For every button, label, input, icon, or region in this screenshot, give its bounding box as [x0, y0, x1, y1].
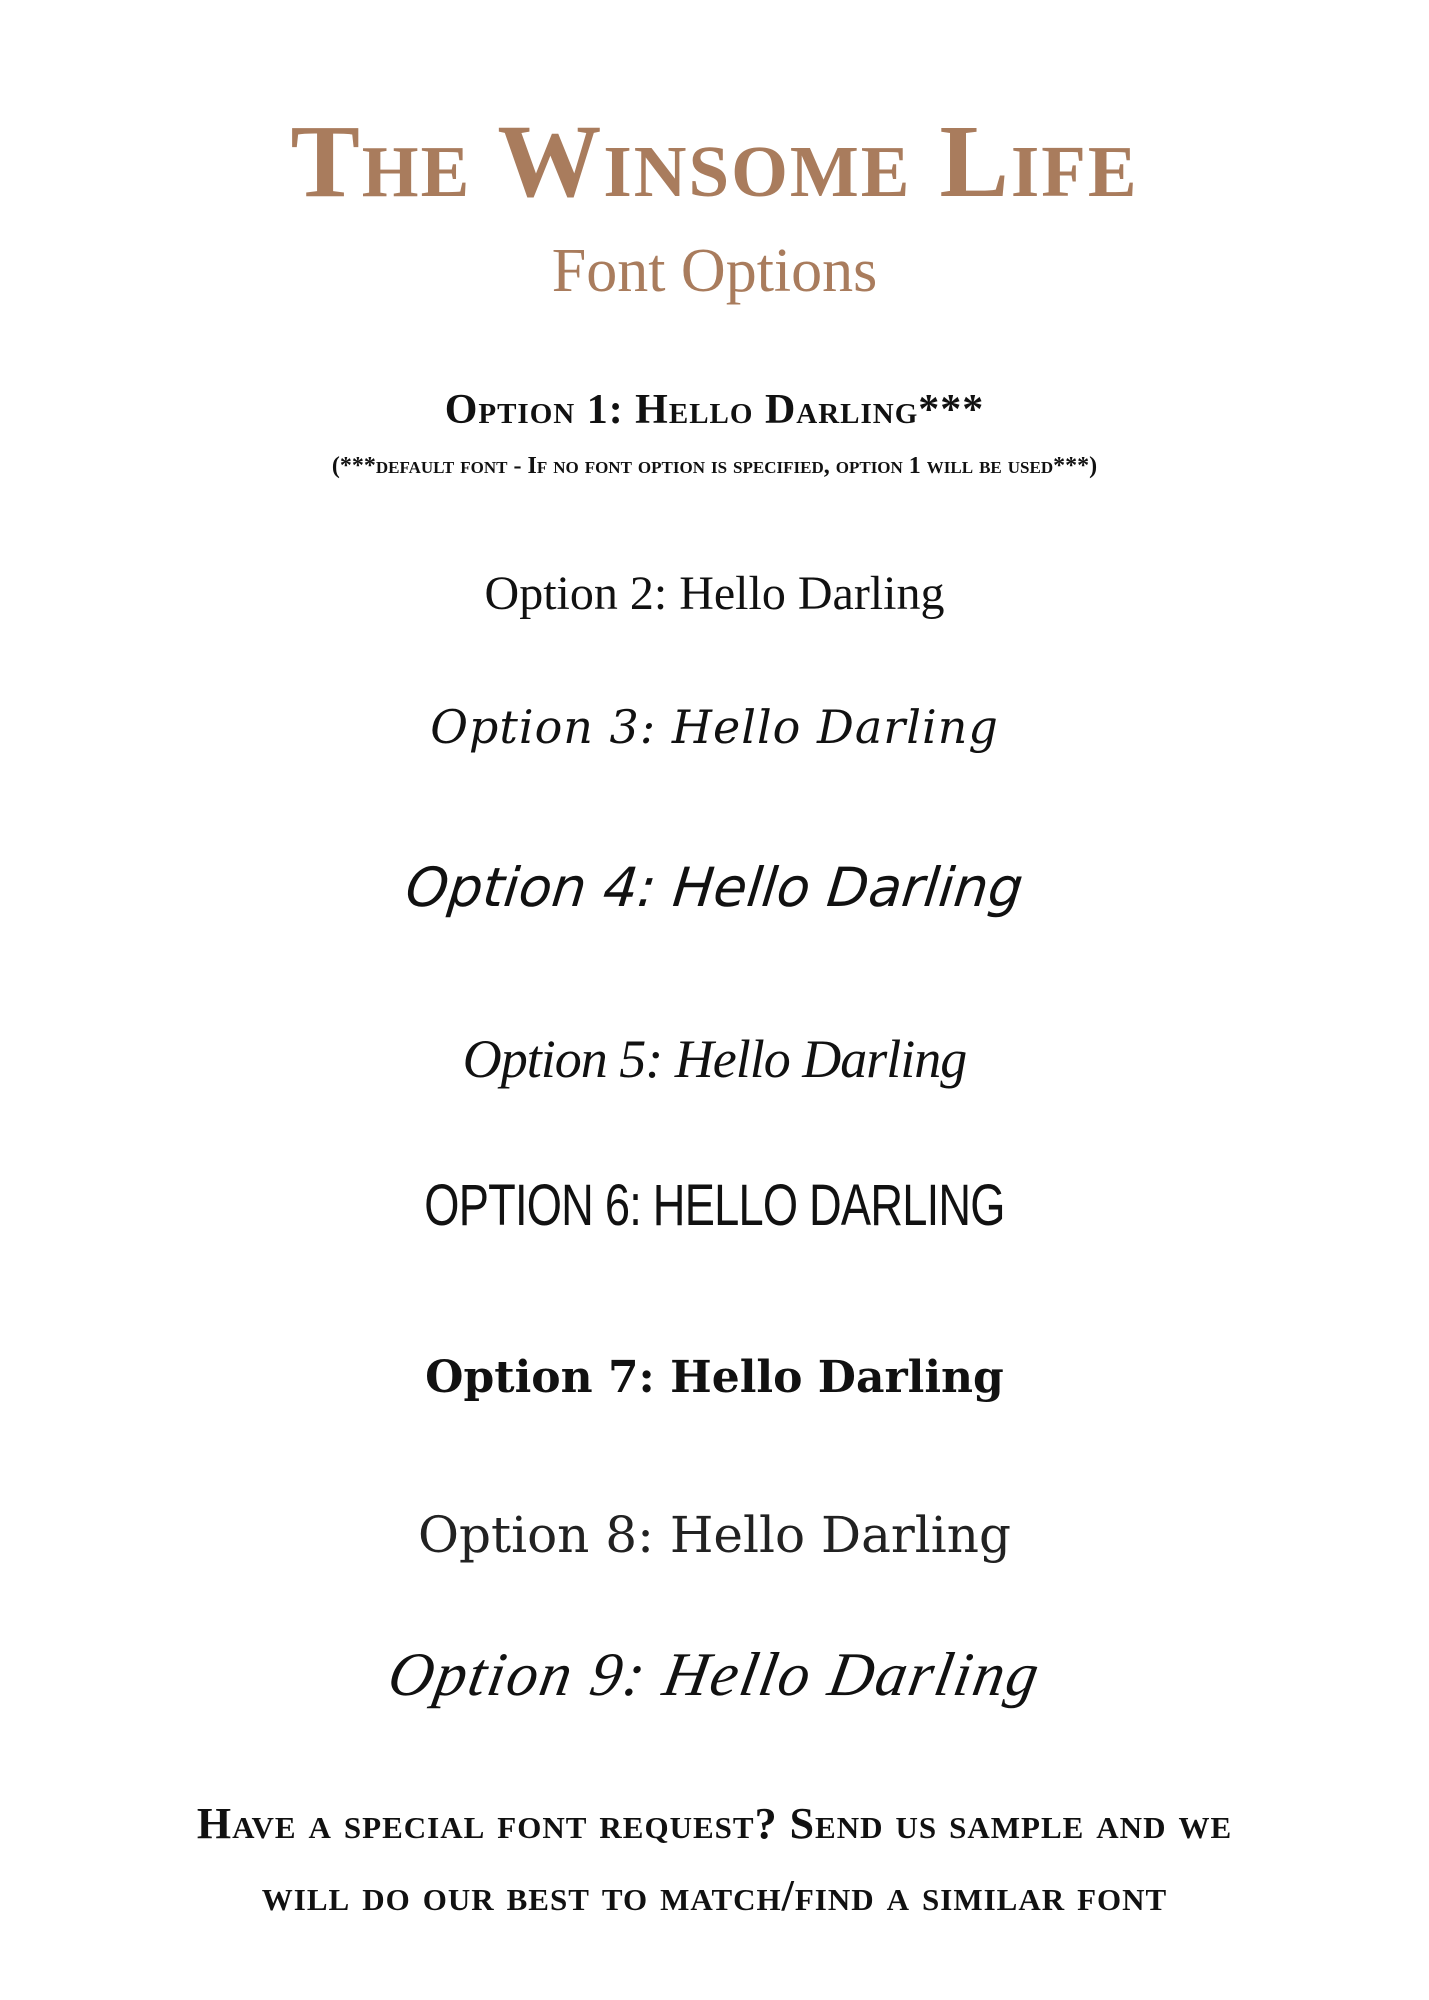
font-option-8: Option 8: Hello Darling [418, 1506, 1011, 1564]
font-option-2: Option 2: Hello Darling [484, 567, 945, 620]
font-option-4: Option 4: Hello Darling [402, 856, 1027, 919]
font-option-7: Option 7: Hello Darling [425, 1352, 1004, 1403]
font-option-6: OPTION 6: HELLO DARLING [424, 1173, 1005, 1238]
font-option-1: Option 1: Hello Darling*** [444, 387, 985, 433]
default-font-note: (***default font - If no font option is specified, option 1 will be used***) [331, 453, 1098, 479]
page-subtitle: Font Options [551, 237, 878, 305]
font-option-9: Option 9: Hello Darling [383, 1641, 1046, 1709]
font-option-5: Option 5: Hello Darling [462, 1029, 967, 1089]
custom-request-line-1: Have a special font request? Send us sample and we [196, 1799, 1233, 1848]
custom-request-line-2: will do our best to match/find a similar font [261, 1871, 1168, 1920]
font-option-3: Option 3: Hello Darling [430, 700, 999, 754]
brand-title: The Winsome Life [290, 104, 1139, 219]
